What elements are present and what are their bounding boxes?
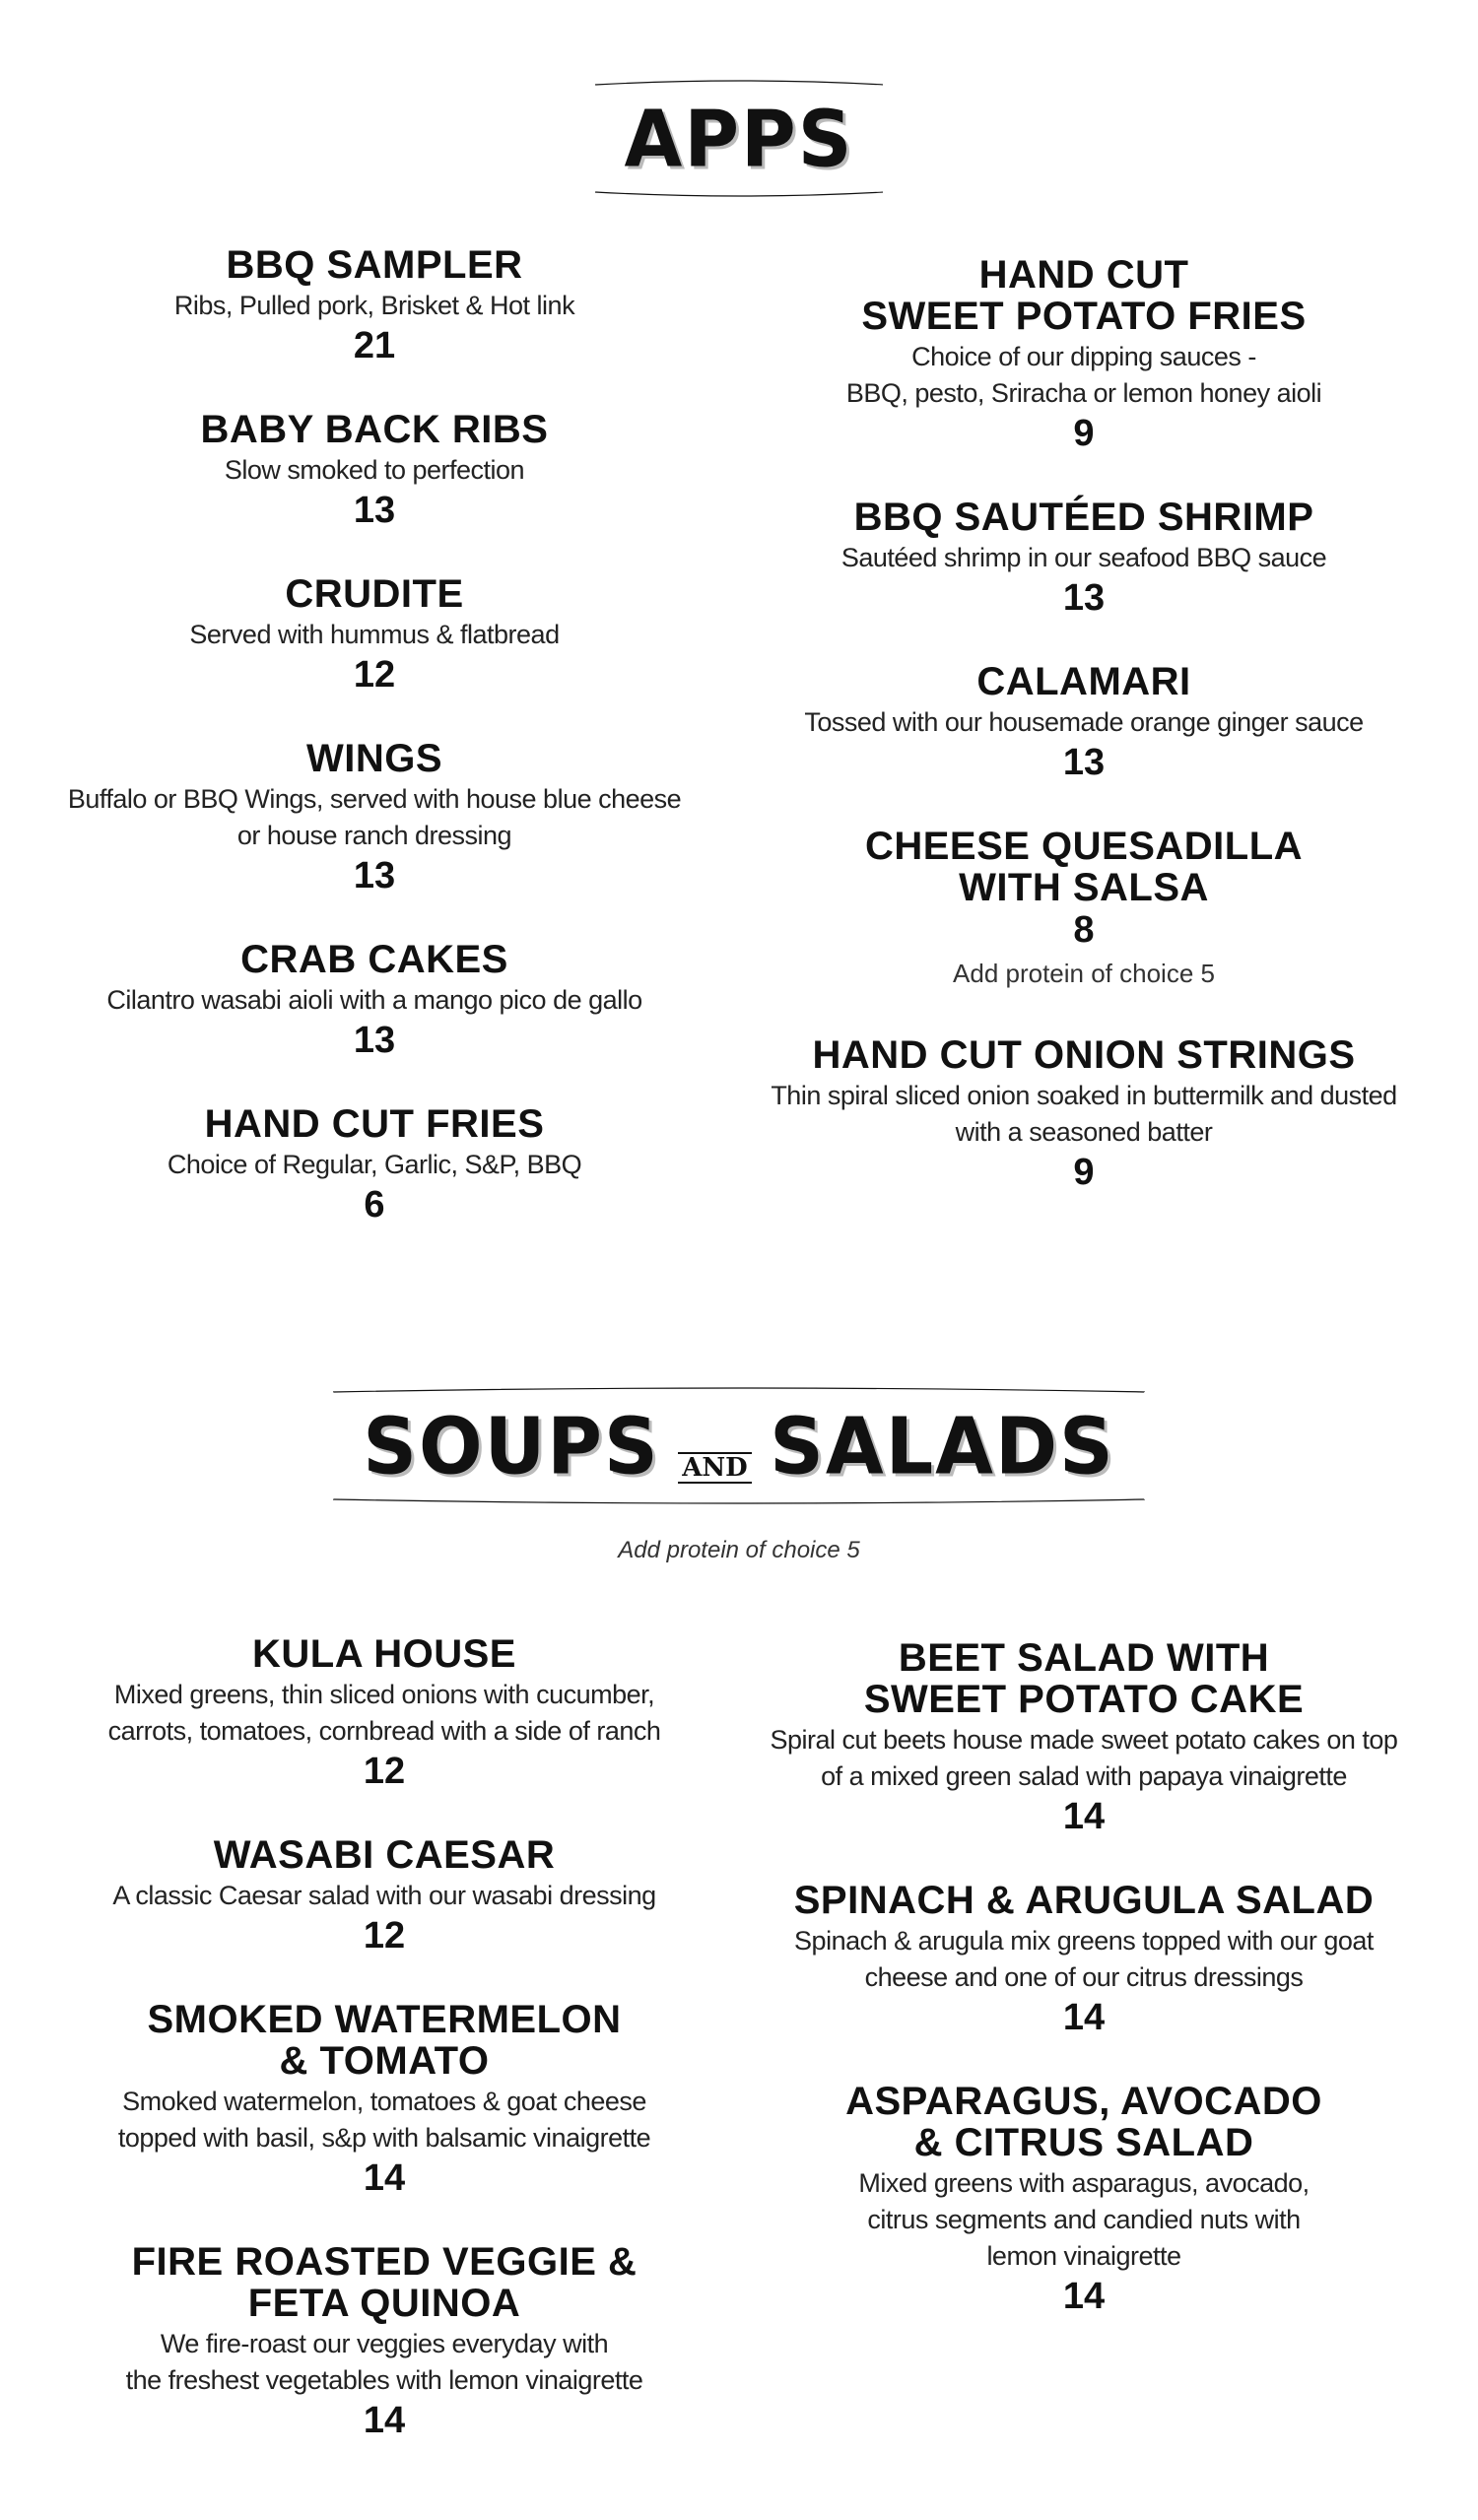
menu-item [10, 244, 739, 365]
swash-top-ornament [595, 77, 884, 87]
menu-item-name: HAND CUT FRIES [204, 1102, 545, 1146]
menu-item-price: 12 [363, 1751, 406, 1792]
menu-item-name: CALAMARI [976, 660, 1191, 703]
menu-item-name: BBQ SAUTÉED SHRIMP [853, 496, 1314, 539]
menu-item [719, 661, 1448, 782]
menu-item-price: 8 [1073, 909, 1095, 951]
apps-heading [0, 77, 1478, 200]
soups-right-column [719, 1637, 1448, 2359]
menu-item [10, 939, 739, 1060]
menu-item-description: We fire-roast our veggies everyday with the freshest vegetables with lemon vinaigrette [125, 2329, 643, 2395]
menu-item-description: Buffalo or BBQ Wings, served with house blue cheese or house ranch dressing [67, 784, 682, 850]
menu-item [719, 1880, 1448, 2037]
menu-item-description: A classic Caesar salad with our wasabi dressing [112, 1881, 656, 1910]
menu-item-price: 9 [1073, 1152, 1095, 1193]
menu-item-addon-note: Add protein of choice 5 [953, 959, 1215, 988]
menu-item [719, 2081, 1448, 2316]
menu-item-name: ASPARAGUS, AVOCADO & CITRUS SALAD [845, 2080, 1322, 2164]
swash-bottom-ornament [595, 190, 884, 200]
menu-item [719, 1034, 1448, 1192]
menu-item-name: WASABI CAESAR [213, 1833, 556, 1877]
menu-item-description: Thin spiral sliced onion soaked in buttermilk and dusted with a seasoned batter [771, 1081, 1397, 1147]
menu-item-description: Choice of our dipping sauces - BBQ, pesto, Sriracha or lemon honey aioli [845, 342, 1322, 408]
apps-title: APPS [624, 92, 854, 185]
soups-salads-heading [0, 1384, 1478, 1507]
menu-item-price: 9 [1073, 413, 1095, 454]
menu-item-name: SPINACH & ARUGULA SALAD [793, 1879, 1375, 1922]
menu-item [20, 1633, 749, 1791]
soups-salads-heading-banner [333, 1384, 1145, 1507]
soups-left-column [20, 1633, 749, 2484]
menu-item-price: 14 [1062, 1796, 1106, 1837]
menu-item-description: Mixed greens with asparagus, avocado, citrus segments and candied nuts with lemon vinaigrette [858, 2168, 1310, 2271]
menu-item-price: 13 [353, 1020, 396, 1061]
menu-item-name: CRAB CAKES [240, 938, 508, 981]
menu-item [719, 826, 1448, 991]
menu-item-price: 6 [364, 1184, 385, 1226]
menu-item-name: BBQ SAMPLER [226, 243, 523, 287]
menu-item-name: SMOKED WATERMELON & TOMATO [147, 1998, 622, 2083]
apps-heading-banner [595, 77, 884, 200]
menu-item-name: BABY BACK RIBS [200, 408, 549, 451]
menu-item-description: Mixed greens, thin sliced onions with cucumber, carrots, tomatoes, cornbread with a side of ranch [107, 1680, 661, 1746]
swash-top-ornament [333, 1384, 1145, 1394]
menu-item [719, 254, 1448, 453]
menu-item [20, 2241, 749, 2440]
menu-item-price: 14 [1062, 2276, 1106, 2317]
menu-item-description: Served with hummus & flatbread [189, 620, 560, 649]
menu-item [20, 1834, 749, 1956]
apps-right-column [719, 254, 1448, 1235]
menu-item-price: 12 [353, 654, 396, 696]
menu-item-name: FIRE ROASTED VEGGIE & FETA QUINOA [131, 2240, 638, 2325]
menu-item [10, 409, 739, 530]
swash-bottom-ornament [333, 1497, 1145, 1507]
menu-item [719, 1637, 1448, 1836]
menu-item [10, 573, 739, 695]
menu-item-price: 14 [363, 2400, 406, 2441]
menu-item-description: Choice of Regular, Garlic, S&P, BBQ [167, 1150, 582, 1179]
menu-item [719, 497, 1448, 618]
menu-item [20, 1999, 749, 2198]
salads-title: SALADS [770, 1399, 1115, 1492]
menu-item-name: HAND CUT ONION STRINGS [812, 1033, 1356, 1077]
menu-item [10, 738, 739, 895]
menu-item-price: 13 [1062, 577, 1106, 619]
menu-item-description: Sautéed shrimp in our seafood BBQ sauce [840, 543, 1327, 572]
menu-item-name: HAND CUT SWEET POTATO FRIES [861, 253, 1307, 338]
menu-item-name: WINGS [305, 737, 443, 780]
soups-title: SOUPS [363, 1399, 660, 1492]
soups-protein-note: Add protein of choice 5 [618, 1537, 860, 1563]
menu-item-name: CHEESE QUESADILLA WITH SALSA [864, 825, 1304, 909]
menu-item-name: KULA HOUSE [252, 1632, 516, 1676]
menu-item-price: 14 [363, 2157, 406, 2199]
menu-item-name: CRUDITE [285, 572, 464, 616]
menu-item-description: Smoked watermelon, tomatoes & goat cheese topped with basil, s&p with balsamic vinaigrette [117, 2087, 651, 2153]
menu-item-description: Slow smoked to perfection [224, 455, 525, 485]
menu-item [10, 1103, 739, 1225]
apps-left-column [10, 244, 739, 1268]
menu-item-description: Spinach & arugula mix greens topped with our goat cheese and one of our citrus dressings [794, 1926, 1374, 1992]
menu-item-description: Spiral cut beets house made sweet potato cakes on top of a mixed green salad with papaya vinaigrette [770, 1725, 1398, 1791]
menu-item-name: BEET SALAD WITH SWEET POTATO CAKE [863, 1636, 1305, 1721]
and-ornament: AND [678, 1452, 752, 1484]
menu-item-price: 14 [1062, 1997, 1106, 2038]
menu-item-price: 13 [353, 855, 396, 896]
menu-item-description: Tossed with our housemade orange ginger sauce [804, 707, 1364, 737]
menu-item-price: 13 [1062, 742, 1106, 783]
menu-item-price: 12 [363, 1915, 406, 1956]
menu-item-description: Ribs, Pulled pork, Brisket & Hot link [173, 291, 575, 320]
menu-item-description: Cilantro wasabi aioli with a mango pico de gallo [106, 985, 642, 1015]
menu-item-price: 21 [353, 325, 396, 366]
menu-item-price: 13 [353, 490, 396, 531]
